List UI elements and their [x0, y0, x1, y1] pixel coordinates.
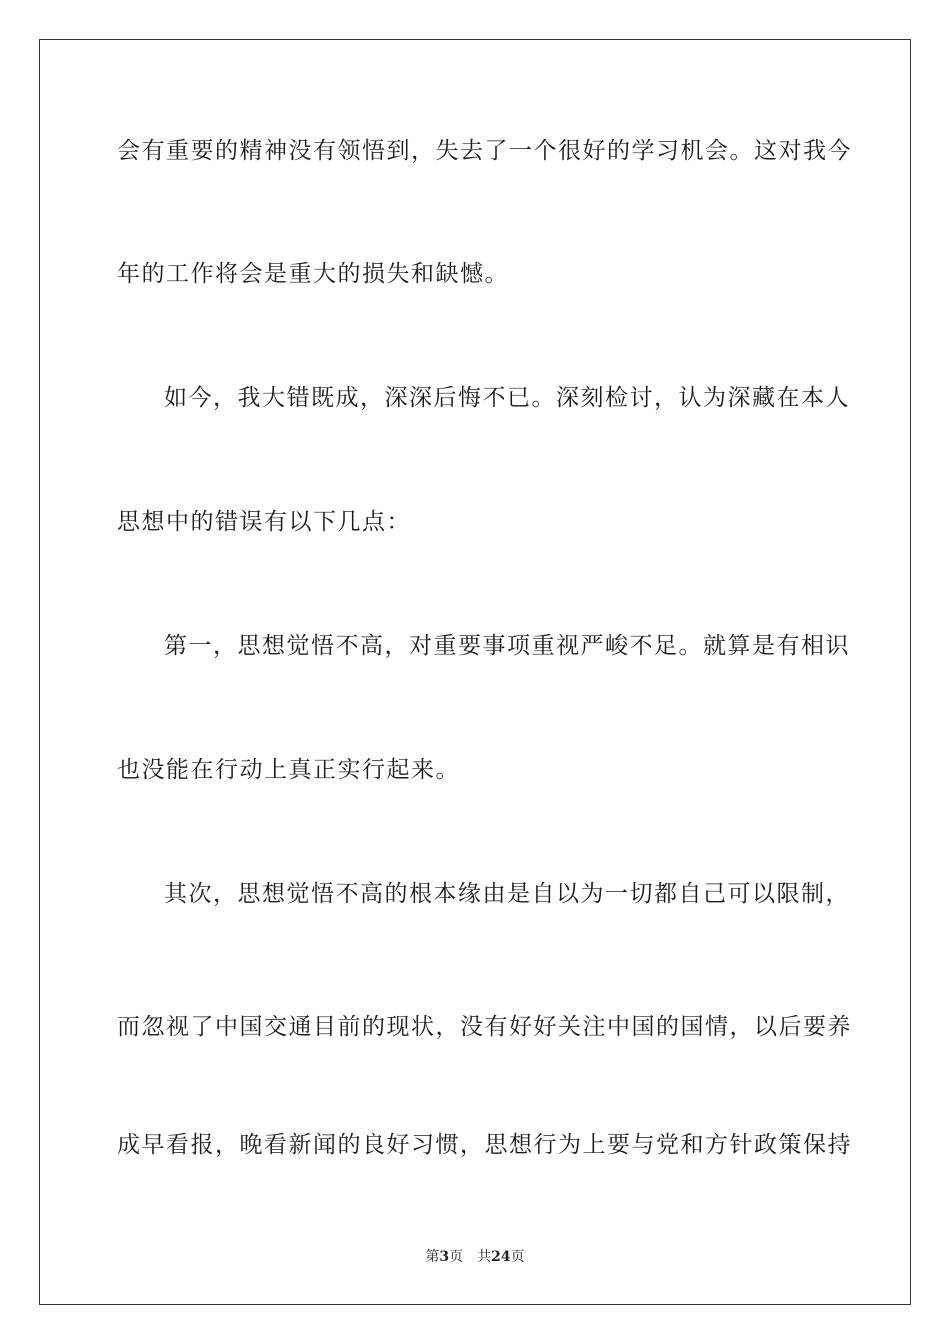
footer-page-suffix: 页 [449, 1249, 464, 1265]
footer-total-prefix: 共 [477, 1249, 492, 1265]
text-line-8: 而忽视了中国交通目前的现状，没有好好关注中国的国情，以后要养 [117, 1014, 852, 1040]
text-line-2: 年的工作将会是重大的损失和缺憾。 [117, 261, 509, 287]
page-border [39, 39, 911, 1305]
footer-total-suffix: 页 [510, 1249, 525, 1265]
text-line-4: 思想中的错误有以下几点： [117, 509, 411, 535]
page-footer [0, 1247, 950, 1267]
text-line-1: 会有重要的精神没有领悟到，失去了一个很好的学习机会。这对我今 [117, 138, 852, 164]
text-line-7: 其次，思想觉悟不高的根本缘由是自以为一切都自己可以限制， [164, 881, 850, 907]
footer-page-prefix: 第 [425, 1249, 440, 1265]
text-line-3: 如今，我大错既成，深深后悔不已。深刻检讨，认为深藏在本人 [164, 385, 850, 411]
text-line-9: 成早看报，晚看新闻的良好习惯，思想行为上要与党和方针政策保持 [117, 1132, 852, 1158]
text-line-5: 第一，思想觉悟不高，对重要事项重视严峻不足。就算是有相识 [164, 633, 850, 659]
text-line-6: 也没能在行动上真正实行起来。 [117, 757, 460, 783]
footer-page-number: 3 [439, 1249, 450, 1265]
footer-total-pages: 24 [491, 1249, 511, 1265]
